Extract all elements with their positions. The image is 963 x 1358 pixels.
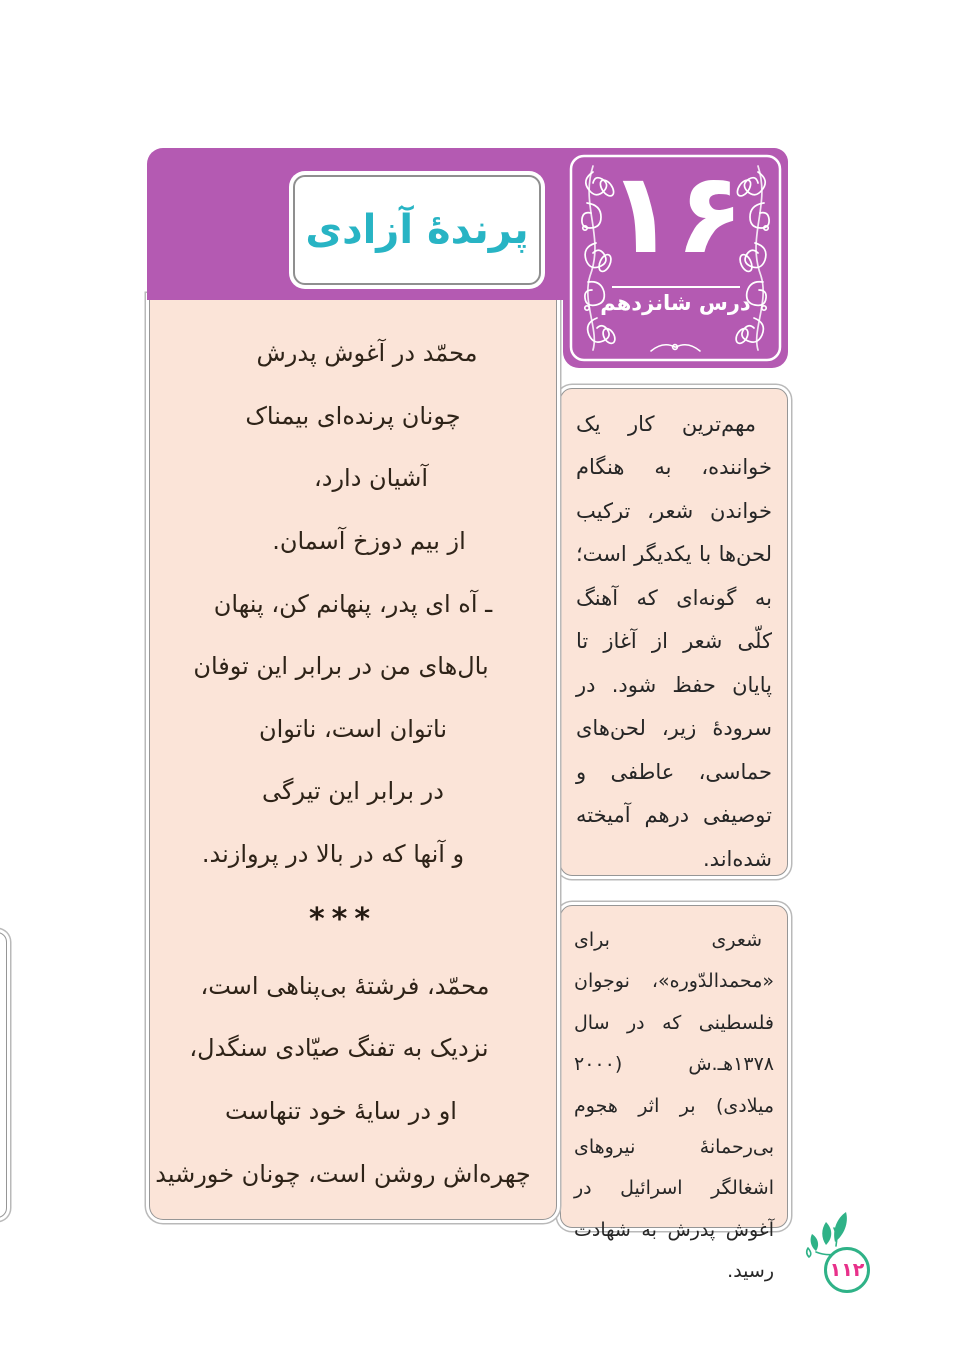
poem-context-panel	[560, 905, 788, 1283]
poem-line: از بیم دوزخ آسمان.	[272, 526, 466, 555]
poem-line: ـ آه ای پدر، پنهانم کن، پنهان	[213, 589, 493, 618]
poem-line: بال‌های من در برابر این توفان	[193, 652, 489, 681]
page-number-badge	[824, 1247, 870, 1293]
lesson-title: پرندهٔ آزادی	[305, 207, 529, 253]
reading-tip-panel	[560, 388, 788, 876]
poem-line: و آنها که در بالا در پروازند.	[201, 839, 465, 868]
reading-tip-text: مهم‌ترین کار یک خواننده، به هنگام خواندن شعر، ترکیب لحن‌ها با یکدیگر است؛ به گونه‌ای که آهنگ کلّی شعر از آغاز تا پایان حفظ شود. در سرودهٔ زیر، لحن‌های حماسی، عاطفی و توصیفی درهم آمیخته شده‌اند.	[576, 412, 772, 871]
poem-line: چونان پرنده‌ای بیمناک	[245, 401, 461, 430]
lesson-number-underline	[612, 286, 740, 288]
stanza-separator: ***	[308, 902, 378, 938]
lesson-number: ۱۶	[607, 149, 744, 279]
lesson-label: درس شانزدهم	[600, 291, 751, 315]
poem-line: چهره‌اش روشن است، چونان خورشید	[155, 1159, 531, 1188]
poem-line: در برابر این تیرگی	[262, 777, 444, 806]
poem-line: محمّد، فرشتهٔ بی‌پناهی است،	[200, 971, 490, 1000]
poem-line: محمّد در آغوش پدرش	[256, 339, 478, 368]
lesson-number-badge	[563, 148, 788, 368]
poem-line: آشیان دارد،	[314, 464, 428, 493]
poem-panel	[149, 296, 557, 1220]
poem-line: نزدیک به تفنگ صیّادی سنگدل،	[189, 1034, 489, 1063]
poem-context-text: شعری برای «محمدالدّوره»، نوجوان فلسطینی که در سال ۱۳۷۸هـ.ش (۲۰۰۰ میلادی) بر اثر هجوم بی‌رحمانهٔ نیروهای اشغالگر اسرائیل در آغوش پدرش به شهادت رسید.	[574, 929, 774, 1283]
page-number: ۱۱۲	[829, 1258, 865, 1281]
adjacent-page-box-edge	[0, 932, 7, 1218]
poem-line: او در سایهٔ خود تنهاست	[225, 1097, 457, 1126]
lesson-title-box	[293, 175, 541, 285]
poem-line: ناتوان است، ناتوان	[258, 714, 448, 743]
